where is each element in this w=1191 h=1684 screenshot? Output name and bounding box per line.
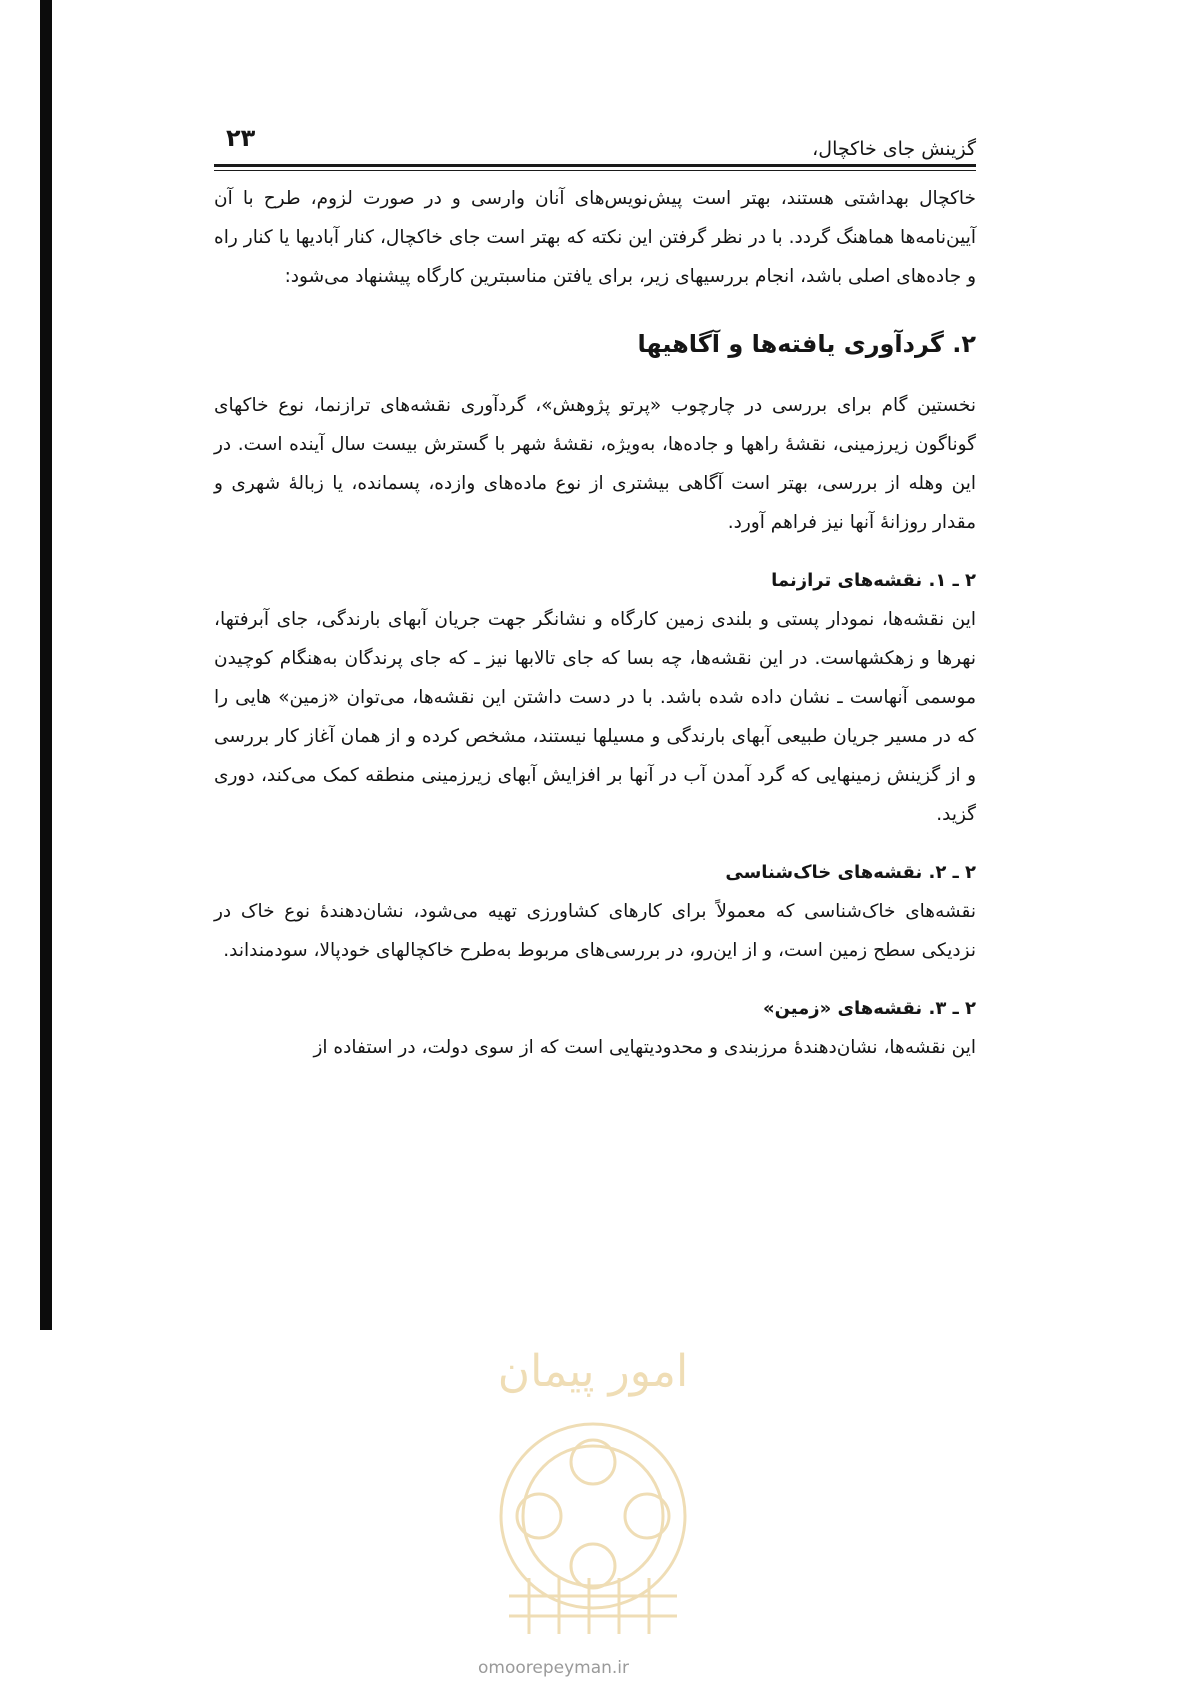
header-rule-thin [214,170,976,171]
paragraph-soil-maps: نقشه‌های خاک‌شناسی که معمولاً برای کارهای کشاورزی تهیه می‌شود، نشان‌دهندهٔ نوع خاک در نزدیکی سطح زمین است، و از این‌رو، در بررسی‌های مربوط به‌طرح خاکچالهای خودپالا، سودمنداند. [214,901,976,961]
section-heading: ۲. گردآوری یافته‌ها و آگاهیها [637,330,976,358]
paragraph-first-step: نخستین گام برای بررسی در چارچوب «پرتو پژوهش»، گردآوری نقشه‌های ترازنما، نوع خاکهای گوناگون زیرزمینی، نقشهٔ راهها و جاده‌ها، به‌ویژه، نقشهٔ شهر با گسترش بیست سال آینده است. در این وهله از بررسی، بهتر است آگاهی بیشتری از نوع ماده‌های وازده، پسمانده، یا زبالهٔ شهری و مقدار روزانهٔ آنها نیز فراهم آورد. [214,395,976,533]
subsection-heading-soil-maps: ۲ ـ ۲. نقشه‌های خاک‌شناسی [725,862,976,883]
watermark-logo [469,1316,717,1646]
paragraph-contour-maps: این نقشه‌ها، نمودار پستی و بلندی زمین کارگاه و نشانگر جهت جریان آبهای بارندگی، جای آبرفتها، نهرها و زهکشهاست. در این نقشه‌ها، چه بسا که جای تالابها نیز ـ که جای پرندگان به‌هنگام کوچیدن موسمی آنهاست ـ نشان داده شده باشد. با در دست داشتن این نقشه‌ها، می‌توان «زمین» هایی را که در مسیر جریان طبیعی آبهای بارندگی و مسیلها نیستند، مشخص کرده و از همان آغاز کار بررسی و از گزینش زمینهایی که گرد آمدن آب در آنها بر افزایش آبهای زیرزمینی منطقه کمک می‌کند، دوری گزید. [214,609,976,825]
subsection-heading-land-maps: ۲ ـ ۳. نقشه‌های «زمین» [762,998,976,1019]
running-title: گزینش جای خاکچال، [812,138,976,160]
watermark-url: omoorepeyman.ir [478,1658,630,1678]
paragraph-land-maps: این نقشه‌ها، نشان‌دهندهٔ مرزبندی و محدودیتهایی است که از سوی دولت، در استفاده از [313,1037,976,1058]
running-head [214,108,976,164]
subsection-heading-contour-maps: ۲ ـ ۱. نقشه‌های ترازنما [771,570,976,591]
header-rule [214,164,976,167]
watermark-logo-lettering: امور پیمان [497,1346,689,1397]
scan-edge-bar [40,0,52,1330]
paragraph-intro: خاکچال بهداشتی هستند، بهتر است پیش‌نویس‌های آنان وارسی و در صورت لزوم، طرح با آن آیین‌نامه‌ها هماهنگ گردد. با در نظر گرفتن این نکته که بهتر است جای خاکچال، کنار آبادیها یا کنار راه و جاده‌های اصلی باشد، انجام بررسیهای زیر، برای یافتن مناسبترین کارگاه پیشنهاد می‌شود: [214,188,976,287]
page-number: ۲۳ [226,124,256,152]
document-page [214,108,976,1067]
